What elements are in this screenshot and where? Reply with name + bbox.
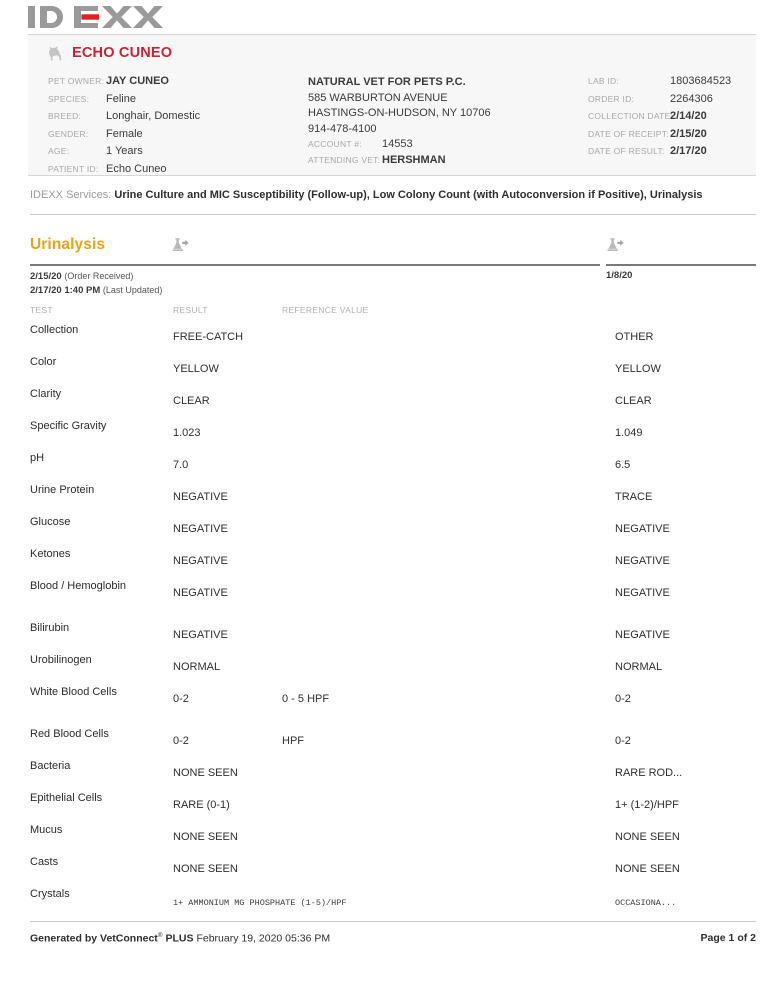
- table-row: [30, 653, 756, 685]
- cell-test-name: Red Blood Cells: [30, 728, 109, 740]
- column-header-result: RESULT: [173, 305, 208, 315]
- cell-result-value: 0-2: [173, 735, 189, 747]
- field-breed: [48, 110, 200, 123]
- pet-name: ECHO CUNEO: [72, 45, 173, 61]
- pet-identity: [48, 45, 172, 61]
- cell-test-name: Mucus: [30, 824, 63, 836]
- cell-result-value: NONE SEEN: [173, 767, 238, 779]
- idexx-services-line: [30, 189, 756, 201]
- cell-test-name: Collection: [30, 324, 79, 336]
- field-label: ACCOUNT #:: [308, 139, 362, 149]
- cell-previous-value: NORMAL: [615, 661, 663, 673]
- field-value: Echo Cuneo: [106, 162, 167, 175]
- cell-result-value: YELLOW: [173, 363, 219, 375]
- cell-test-name: Crystals: [30, 888, 70, 900]
- cell-previous-value: CLEAR: [615, 395, 652, 407]
- field-value: 1 Years: [106, 145, 143, 157]
- registered-mark-icon: ®: [157, 932, 163, 939]
- field-label: PET OWNER:: [48, 76, 105, 86]
- cell-result-value: FREE-CATCH: [173, 331, 244, 343]
- cell-test-name: Epithelial Cells: [30, 792, 103, 804]
- cell-reference-value: HPF: [282, 735, 304, 747]
- field-value: 1803684523: [670, 75, 732, 87]
- table-row: [30, 855, 756, 887]
- table-row: [30, 621, 756, 653]
- cell-previous-value: NONE SEEN: [615, 863, 680, 875]
- cell-test-name: Color: [30, 356, 57, 368]
- cell-result-value: NEGATIVE: [173, 629, 228, 641]
- idexx-logo: [28, 2, 164, 32]
- cell-result-value: NEGATIVE: [173, 523, 228, 535]
- field-age: [48, 145, 200, 158]
- field-species: [48, 93, 200, 106]
- cell-result-value: NEGATIVE: [173, 555, 228, 567]
- column-header-reference-value: REFERENCE VALUE: [282, 305, 369, 315]
- field-label: ATTENDING VET:: [308, 155, 381, 165]
- table-row: [30, 823, 756, 855]
- field-label: DATE OF RESULT:: [588, 146, 665, 156]
- cell-previous-value: 1+ (1-2)/HPF: [615, 799, 679, 811]
- cell-result-value: NONE SEEN: [173, 863, 238, 875]
- table-header-row: [30, 305, 756, 323]
- cell-test-name: Clarity: [30, 388, 62, 400]
- cell-result-value: RARE (0-1): [173, 799, 230, 811]
- cell-result-value: NEGATIVE: [173, 491, 228, 503]
- field-value: 14553: [382, 138, 413, 150]
- field-date-of-result: [588, 145, 731, 158]
- order-received-line: [30, 270, 162, 284]
- table-row: [30, 323, 756, 355]
- cell-result-value: 1.023: [173, 427, 201, 439]
- field-lab-id: [588, 75, 731, 88]
- field-value: Longhair, Domestic: [106, 110, 201, 122]
- table-row: [30, 387, 756, 419]
- cell-test-name: Blood / Hemoglobin: [30, 580, 127, 592]
- cell-previous-value: NEGATIVE: [615, 629, 670, 641]
- cell-result-value: NEGATIVE: [173, 587, 228, 599]
- cell-previous-value: NONE SEEN: [615, 831, 680, 843]
- column-header-test: TEST: [30, 305, 53, 315]
- footer-divider: [30, 921, 756, 922]
- clinic-address-line-2: HASTINGS-ON-HUDSON, NY 10706: [308, 107, 491, 119]
- clinic-phone: 914-478-4100: [308, 122, 377, 135]
- services-value: Urine Culture and MIC Susceptibility (Follow-up), Low Colony Count (with Autoconversion if Positive), Urinalysis: [114, 189, 703, 201]
- table-row: [30, 451, 756, 483]
- field-value: HERSHMAN: [382, 154, 446, 166]
- section-title-urinalysis: Urinalysis: [30, 236, 106, 253]
- field-date-of-receipt: [588, 128, 731, 141]
- cell-test-name: Bilirubin: [30, 622, 70, 634]
- flask-icon: [605, 236, 625, 256]
- field-attending-vet: [308, 154, 491, 167]
- flask-icon: [170, 236, 190, 256]
- table-body: [30, 323, 756, 919]
- table-row: [30, 515, 756, 547]
- cell-previous-value: 0-2: [615, 735, 631, 747]
- clinic-name: NATURAL VET FOR PETS P.C.: [308, 76, 466, 88]
- current-column-divider: [30, 264, 600, 266]
- cell-previous-value: OTHER: [615, 331, 654, 343]
- cell-previous-value: 1.049: [615, 427, 643, 439]
- field-order-id: [588, 93, 731, 106]
- order-received-note: (Order Received): [64, 271, 134, 281]
- cell-result-value: NORMAL: [173, 661, 221, 673]
- field-label: PATIENT ID:: [48, 163, 99, 174]
- cell-previous-value: RARE ROD...: [615, 767, 683, 779]
- cell-previous-value: NEGATIVE: [615, 523, 670, 535]
- table-row: [30, 791, 756, 823]
- cell-previous-value: NEGATIVE: [615, 555, 670, 567]
- cell-previous-value: YELLOW: [615, 363, 661, 375]
- last-updated-line: [30, 284, 162, 298]
- order-received-date: 2/15/20: [30, 271, 62, 282]
- last-updated-date: 2/17/20 1:40 PM: [30, 284, 101, 296]
- field-value: Female: [106, 127, 143, 140]
- field-pet-owner: [48, 75, 200, 88]
- table-row: [30, 547, 756, 579]
- cell-reference-value: 0 - 5 HPF: [282, 693, 330, 705]
- field-collection-date: [588, 110, 731, 123]
- services-divider: [30, 214, 756, 215]
- cell-test-name: White Blood Cells: [30, 686, 117, 698]
- clinic-details: [308, 75, 491, 170]
- footer-generated-by: [30, 932, 330, 945]
- table-row: [30, 685, 756, 727]
- cell-previous-value: 6.5: [615, 459, 631, 471]
- field-account-number: [308, 138, 491, 151]
- field-label: ORDER ID:: [588, 93, 635, 104]
- table-row: [30, 887, 756, 919]
- last-updated-note: (Last Updated): [102, 284, 163, 295]
- field-value: Feline: [106, 92, 136, 105]
- services-label: IDEXX Services:: [30, 189, 112, 201]
- field-gender: [48, 128, 200, 141]
- footer-timestamp: February 19, 2020 05:36 PM: [196, 932, 331, 945]
- table-row: [30, 759, 756, 791]
- field-value: 2264306: [670, 92, 713, 105]
- field-value: 2/15/20: [670, 127, 707, 140]
- field-value: 2/14/20: [670, 110, 707, 122]
- cell-previous-value: NEGATIVE: [615, 587, 670, 599]
- table-row: [30, 579, 756, 621]
- field-label: AGE:: [48, 146, 70, 156]
- footer-generated-prefix: Generated by: [30, 932, 101, 945]
- table-row: [30, 483, 756, 515]
- urinalysis-results-table: [30, 305, 756, 919]
- field-value: 2/17/20: [670, 145, 707, 157]
- footer-page-number: Page 1 of 2: [700, 932, 756, 944]
- cell-test-name: Urobilinogen: [30, 654, 92, 666]
- cell-previous-value: 0-2: [615, 693, 631, 705]
- cell-result-value: CLEAR: [173, 395, 210, 407]
- cell-test-name: pH: [30, 452, 45, 464]
- cat-icon: [48, 46, 65, 61]
- flask-icon-previous-column[interactable]: [605, 236, 625, 256]
- cell-result-value: 7.0: [173, 459, 189, 471]
- pet-owner-details: [48, 75, 200, 180]
- table-row: [30, 727, 756, 759]
- cell-result-value: NONE SEEN: [173, 831, 238, 843]
- cell-test-name: Glucose: [30, 516, 71, 528]
- cell-result-value: 1+ AMMONIUM MG PHOSPHATE (1-5)/HPF: [173, 898, 347, 908]
- field-label: COLLECTION DATE:: [588, 111, 674, 121]
- footer-product-name: VetConnect: [100, 932, 158, 945]
- cell-test-name: Specific Gravity: [30, 420, 107, 432]
- footer-product-suffix: PLUS: [162, 932, 194, 945]
- cell-test-name: Urine Protein: [30, 484, 95, 496]
- patient-header-panel: [28, 34, 756, 176]
- table-row: [30, 355, 756, 387]
- cell-previous-value: TRACE: [615, 491, 653, 503]
- field-label: DATE OF RECEIPT:: [588, 128, 669, 139]
- current-result-dates: [30, 270, 162, 297]
- previous-result-date: 1/8/20: [606, 270, 633, 281]
- cell-previous-value: OCCASIONA...: [615, 898, 677, 908]
- flask-icon-current-column[interactable]: [170, 236, 190, 256]
- field-label: LAB ID:: [588, 76, 620, 86]
- previous-column-divider: [606, 264, 756, 266]
- field-label: SPECIES:: [48, 93, 90, 104]
- cell-test-name: Casts: [30, 856, 59, 868]
- order-identifiers: [588, 75, 731, 163]
- cell-test-name: Ketones: [30, 548, 71, 560]
- field-label: GENDER:: [48, 128, 89, 139]
- table-row: [30, 419, 756, 451]
- field-label: BREED:: [48, 111, 82, 121]
- clinic-address-line-1: 585 WARBURTON AVENUE: [308, 91, 448, 104]
- field-value: JAY CUNEO: [106, 75, 169, 87]
- idexx-logo-icon: [28, 2, 164, 32]
- cell-test-name: Bacteria: [30, 760, 71, 772]
- cell-result-value: 0-2: [173, 693, 189, 705]
- field-patient-id: [48, 163, 200, 176]
